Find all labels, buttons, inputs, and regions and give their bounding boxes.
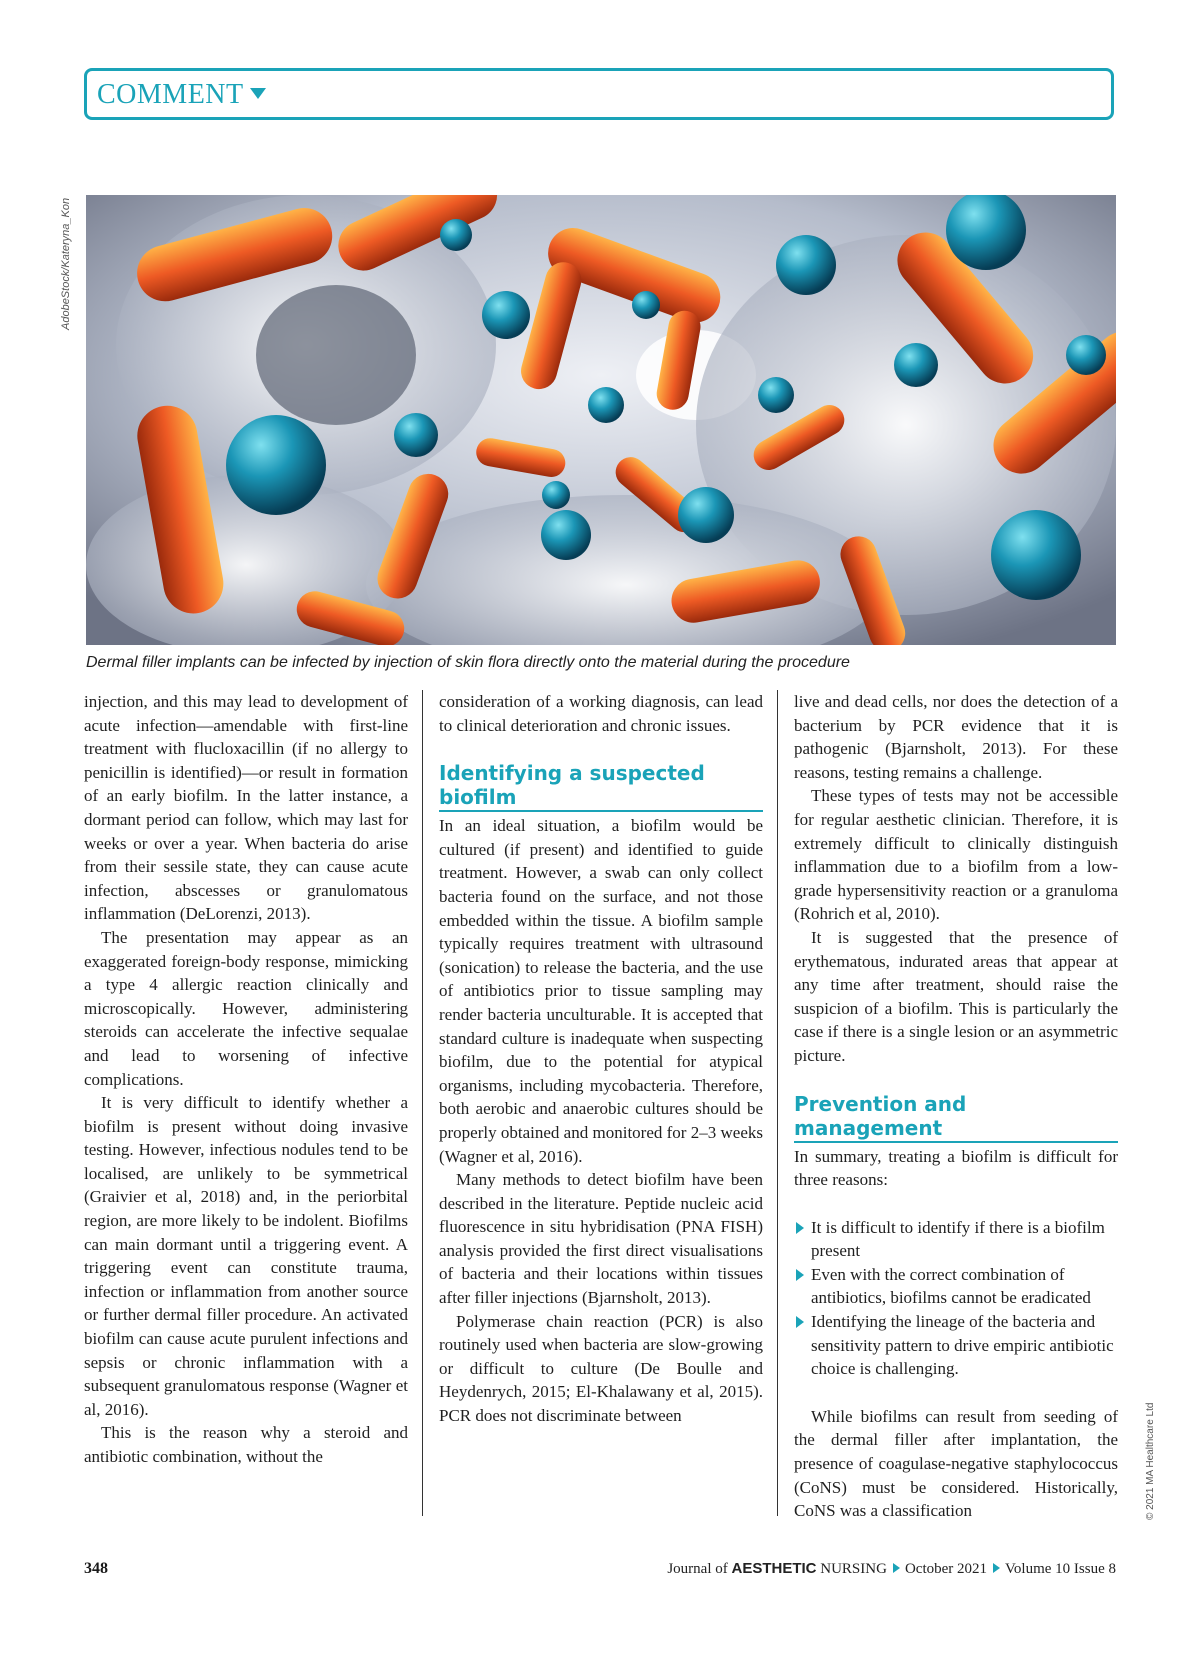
- figure-caption: Dermal filler implants can be infected by injection of skin flora directly onto the material during the procedure: [86, 654, 850, 671]
- triangle-bullet-icon: [796, 1316, 804, 1328]
- body-paragraph: In summary, treating a biofilm is difficult for three reasons:: [794, 1146, 1118, 1190]
- body-paragraph: It is very difficult to identify whether a biofilm is present without doing invasive testing. However, infectious nodules tend to be localised, are unlikely to be symmetrical (Graivier et al, 2018) and, in the periorbital region, are more likely to be indolent. Biofilms can main dormant until a triggering event. A triggering event can constitute trauma, infection or inflammation from another source or further dermal filler procedure. An activated biofilm can cause acute purulent infections and sepsis or chronic inflammation with a subsequent granulomatous response (Wagner et al, 2016).: [84, 1093, 408, 1419]
- photo-credit: AdobeStock/Kateryna_Kon: [60, 197, 72, 330]
- column-3: [794, 690, 1118, 1523]
- body-paragraph: Polymerase chain reaction (PCR) is also routinely used when bacteria are slow-growing or difficult to culture (De Boulle and Heydenrych, 2015; El-Khalawany et al, 2015). PCR does not discriminate between: [439, 1311, 763, 1426]
- section-heading: Identifying a suspected biofilm: [439, 761, 763, 812]
- triangle-separator-icon: [893, 1563, 900, 1573]
- body-paragraph: It is suggested that the presence of erythematous, indurated areas that appear at any time after treatment, should raise the suspicion of a biofilm. This is particularly the case if there is a single lesion or an asymmetric picture.: [794, 927, 1118, 1065]
- bullet-list: [794, 1216, 1118, 1381]
- body-paragraph: consideration of a working diagnosis, can lead to clinical deterioration and chronic issues.: [439, 692, 763, 735]
- triangle-bullet-icon: [796, 1269, 804, 1281]
- bacteria-illustration: [86, 195, 1116, 645]
- column-2: [439, 690, 763, 1428]
- section-heading: Prevention and management: [794, 1092, 1118, 1143]
- body-paragraph: The presentation may appear as an exaggerated foreign-body response, mimicking a type 4 allergic reaction clinically and microscopically. However, administering steroids can accelerate the infective sequalae and lead to worsening of infective complications.: [84, 927, 408, 1089]
- column-1: [84, 690, 408, 1469]
- body-paragraph: These types of tests may not be accessible for regular aesthetic clinician. Therefore, it is extremely difficult to clinically distinguish inflammation due to a biofilm from a low-grade hypersensitivity reaction or a granuloma (Rohrich et al, 2010).: [794, 786, 1118, 924]
- triangle-separator-icon: [993, 1563, 1000, 1573]
- body-paragraph: live and dead cells, nor does the detection of a bacterium by PCR evidence that it is pathogenic (Bjarnsholt, 2013). For these reasons, testing remains a challenge.: [794, 692, 1118, 782]
- section-header: [84, 68, 1114, 120]
- copyright-notice: © 2021 MA Healthcare Ltd: [1145, 1402, 1156, 1520]
- page-number: 348: [84, 1560, 108, 1577]
- journal-footer: Journal of AESTHETIC NURSING October 2021 Volume 10 Issue 8: [667, 1560, 1116, 1577]
- bullet-item: It is difficult to identify if there is a biofilm present: [794, 1216, 1118, 1263]
- body-paragraph: Many methods to detect biofilm have been described in the literature. Peptide nucleic acid fluorescence in situ hybridisation (PNA FISH) analysis provided the first direct visualisations of bacteria and their locations within tissues after filler injections (Bjarnsholt, 2013).: [439, 1170, 763, 1308]
- body-paragraph: injection, and this may lead to development of acute infection—amendable with first-line treatment with flucloxacillin (if no allergy to penicillin is identified)—or result in formation of an early biofilm. In the latter instance, a dormant period can follow, which may last for weeks or over a year. When bacteria do arise from their sessile state, they can cause acute infection, abscesses or granulomatous inflammation (DeLorenzi, 2013).: [84, 692, 408, 924]
- bullet-item: Even with the correct combination of antibiotics, biofilms cannot be eradicated: [794, 1263, 1118, 1310]
- section-label: COMMENT: [97, 79, 266, 111]
- triangle-bullet-icon: [796, 1222, 804, 1234]
- body-paragraph: While biofilms can result from seeding of the dermal filler after implantation, the presence of coagulase-negative staphylococcus (CoNS) must be considered. Historically, CoNS was a classification: [794, 1406, 1118, 1521]
- column-divider: [777, 690, 778, 1516]
- article-figure: [86, 195, 1116, 645]
- bullet-item: Identifying the lineage of the bacteria and sensitivity pattern to drive empiric antibiotic choice is challenging.: [794, 1310, 1118, 1381]
- column-divider: [422, 690, 423, 1516]
- body-paragraph: This is the reason why a steroid and antibiotic combination, without the: [84, 1423, 408, 1466]
- caret-down-icon: [250, 88, 266, 99]
- body-paragraph: In an ideal situation, a biofilm would be cultured (if present) and identified to guide treatment. However, a swab can only collect bacteria found on the surface, and not those embedded within the tissue. A biofilm sample typically requires treatment with ultrasound (sonication) to release the bacteria, and the use of antibiotics prior to tissue sampling may render bacteria unculturable. It is accepted that standard culture is inadequate when suspecting biofilm, due to the potential for atypical organisms, including mycobacteria. Therefore, both aerobic and anaerobic cultures should be properly obtained and monitored for 2–3 weeks (Wagner et al, 2016).: [439, 816, 763, 1166]
